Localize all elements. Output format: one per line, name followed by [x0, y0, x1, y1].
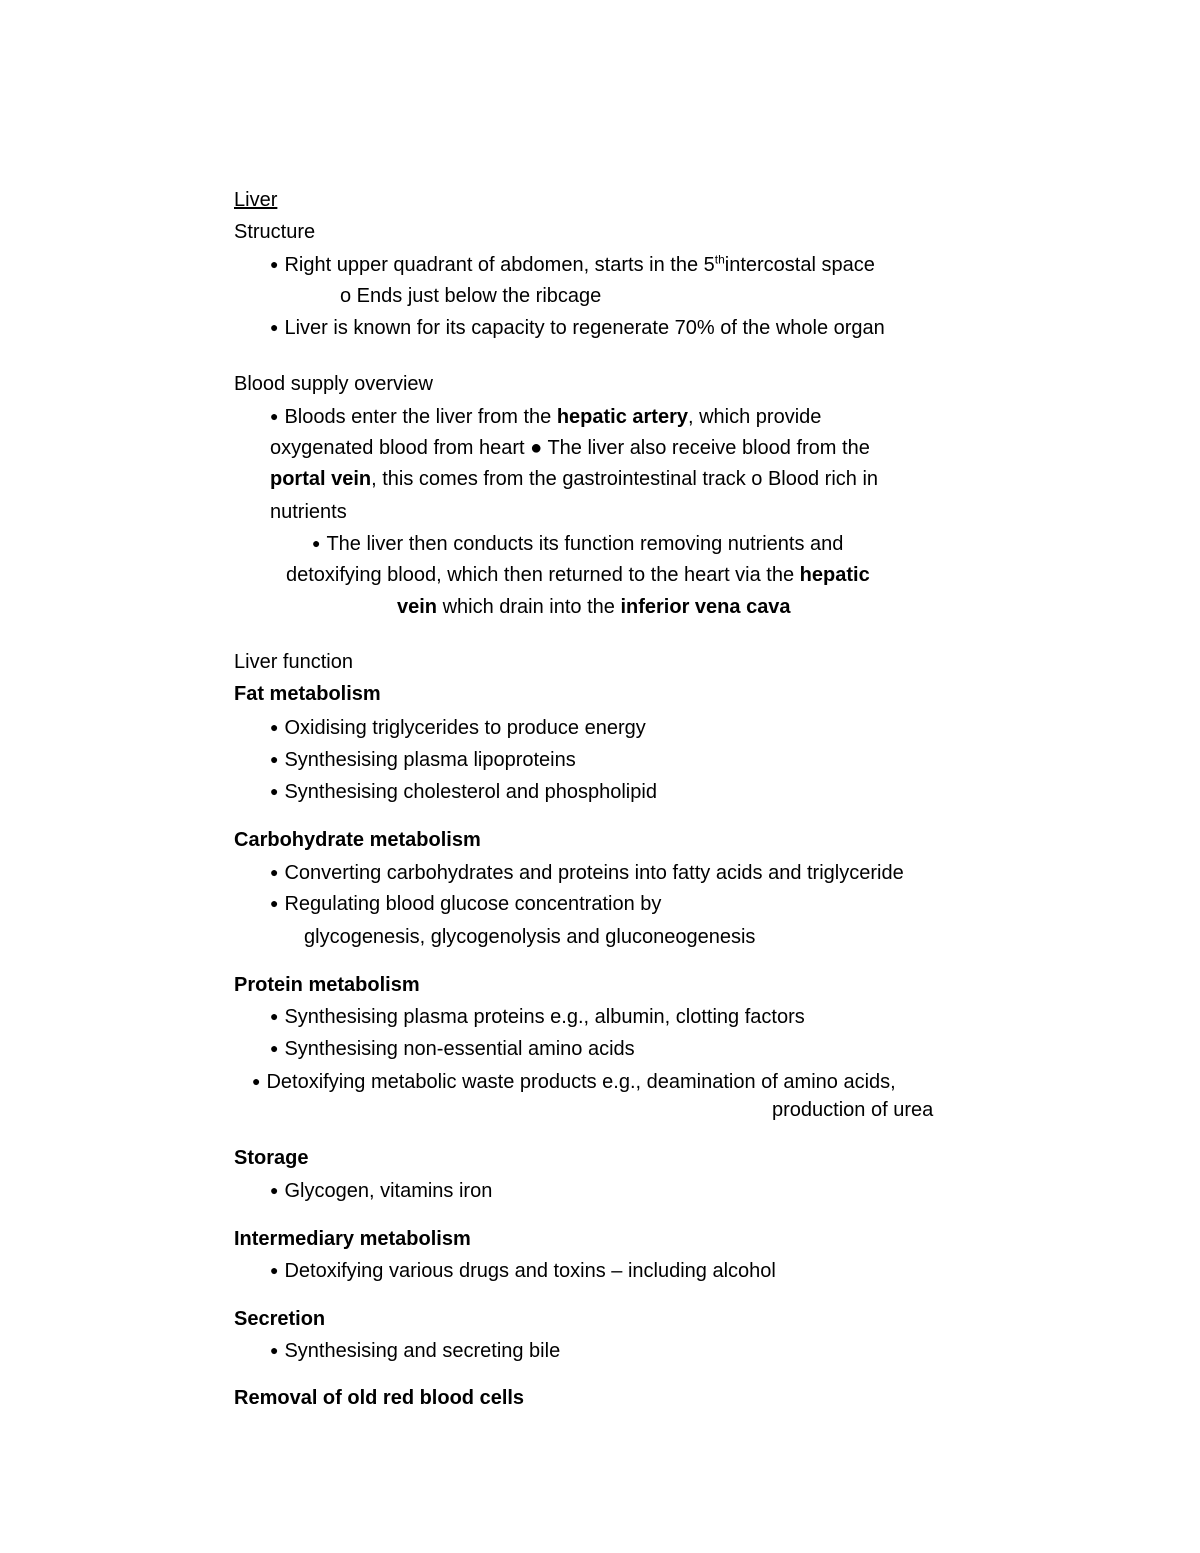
paragraph-line: portal vein, this comes from the gastrointestinal track o Blood rich in — [270, 468, 879, 490]
fat-metabolism-heading: Fat metabolism — [234, 683, 381, 705]
bullet-icon: ● — [252, 1073, 261, 1089]
list-item: ● Synthesising cholesterol and phospholipid — [270, 781, 657, 803]
bullet-icon: ● — [270, 408, 279, 424]
bullet-icon: ● — [270, 1342, 279, 1358]
list-item: ● Detoxifying metabolic waste products e.g., deamination of amino acids, — [252, 1071, 896, 1093]
bullet-icon: ● — [270, 319, 279, 335]
paragraph-line: vein which drain into the inferior vena cava — [397, 596, 791, 618]
paragraph-line: oxygenated blood from heart ● The liver also receive blood from the — [270, 437, 870, 459]
protein-metabolism-heading: Protein metabolism — [234, 974, 420, 996]
paragraph-line: ● The liver then conducts its function removing nutrients and — [312, 533, 844, 555]
storage-heading: Storage — [234, 1147, 309, 1169]
list-item: ● Right upper quadrant of abdomen, starts in the 5thintercostal space — [270, 252, 875, 276]
bullet-icon: ● — [270, 1262, 279, 1278]
bullet-icon: ● — [312, 535, 321, 551]
structure-heading: Structure — [234, 221, 316, 243]
bullet-icon: ● — [270, 895, 279, 911]
sub-list-item: o Ends just below the ribcage — [340, 285, 602, 307]
paragraph-line: detoxifying blood, which then returned to the heart via the hepatic — [286, 564, 870, 586]
list-item-continuation: glycogenesis, glycogenolysis and gluconeogenesis — [304, 926, 756, 948]
bullet-icon: ● — [270, 864, 279, 880]
list-item: ● Regulating blood glucose concentration by — [270, 893, 662, 915]
list-item: ● Synthesising plasma proteins e.g., albumin, clotting factors — [270, 1006, 805, 1028]
list-item: ● Detoxifying various drugs and toxins – including alcohol — [270, 1260, 776, 1282]
bullet-icon: ● — [270, 1008, 279, 1024]
intermediary-metabolism-heading: Intermediary metabolism — [234, 1228, 471, 1250]
list-item: ● Glycogen, vitamins iron — [270, 1180, 493, 1202]
bullet-icon: ● — [270, 256, 279, 272]
carbohydrate-metabolism-heading: Carbohydrate metabolism — [234, 829, 481, 851]
blood-supply-heading: Blood supply overview — [234, 373, 433, 395]
removal-heading: Removal of old red blood cells — [234, 1387, 525, 1409]
list-item: ● Synthesising non-essential amino acids — [270, 1038, 635, 1060]
liver-function-heading: Liver function — [234, 651, 353, 673]
bullet-icon: ● — [270, 1182, 279, 1198]
bullet-icon: ● — [270, 751, 279, 767]
paragraph-line: nutrients — [270, 501, 347, 523]
secretion-heading: Secretion — [234, 1308, 326, 1330]
list-item: ● Liver is known for its capacity to regenerate 70% of the whole organ — [270, 317, 885, 339]
list-item: ● Synthesising and secreting bile — [270, 1340, 561, 1362]
list-item-continuation: production of urea — [772, 1099, 934, 1121]
list-item: ● Synthesising plasma lipoproteins — [270, 749, 576, 771]
paragraph-line: ● Bloods enter the liver from the hepatic artery, which provide — [270, 406, 822, 428]
bullet-icon: ● — [270, 1040, 279, 1056]
bullet-icon: ● — [270, 783, 279, 799]
page-title: Liver — [234, 189, 278, 211]
list-item: ● Oxidising triglycerides to produce energy — [270, 717, 646, 739]
list-item: ● Converting carbohydrates and proteins into fatty acids and triglyceride — [270, 862, 904, 884]
bullet-icon: ● — [270, 719, 279, 735]
